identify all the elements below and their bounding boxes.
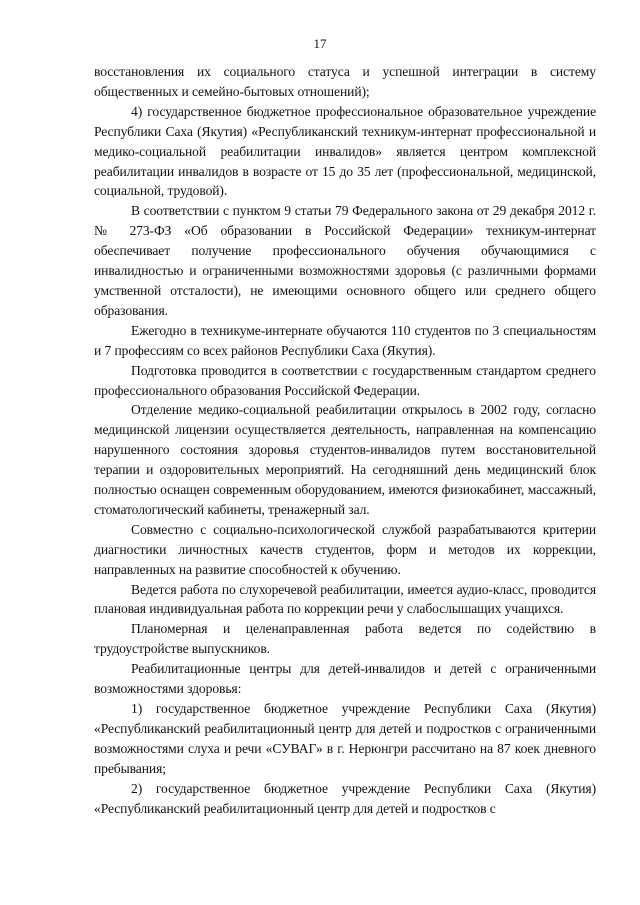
paragraph-employment: Планомерная и целенаправленная работа ведется по содействию в трудоустройстве выпускников.: [94, 621, 596, 657]
page-number: 17: [313, 36, 327, 51]
paragraph-training-standard: Подготовка проводится в соответствии с государственным стандартом среднего профессионального образования Российской Федерации.: [94, 362, 596, 398]
paragraph-rehab-centers-intro: Реабилитационные центры для детей-инвалидов и детей с ограниченными возможностями здоровья:: [94, 661, 596, 697]
document-body: [94, 62, 596, 818]
paragraph-federal-law: В соответствии с пунктом 9 статьи 79 Федерального закона от 29 декабря 2012 г. № 273-ФЗ «Об образовании в Российской Федерации» техникум-интернат обеспечивает получение профессионального обучения обучающимися с инвалидностью и ограниченными возможностями здоровья (с различными формами умственной отсталости), не имеющими основного общего или среднего общего образования.: [94, 203, 596, 318]
paragraph-item-1-suvag: 1) государственное бюджетное учреждение Республики Саха (Якутия) «Республиканский реабилитационный центр для детей и подростков с ограниченными возможностями слуха и речи «СУВАГ» в г. Нерюнгри рассчитано на 87 коек дневного пребывания;: [94, 701, 596, 776]
paragraph-students-count: Ежегодно в техникуме-интернате обучаются 110 студентов по 3 специальностям и 7 профессиям со всех районов Республики Саха (Якутия).: [94, 322, 596, 358]
paragraph-continuation: восстановления их социального статуса и успешной интеграции в систему общественных и семейно-бытовых отношений);: [94, 64, 596, 99]
paragraph-item-4-technikum: 4) государственное бюджетное профессиональное образовательное учреждение Республики Саха (Якутия) «Республиканский техникум-интернат профессиональной и медико-социальной реабилитации инвалидов» является центром комплексной реабилитации инвалидов в возрасте от 15 до 35 лет (профессиональной, медицинской, социальной, трудовой).: [94, 103, 596, 199]
paragraph-item-2-center: 2) государственное бюджетное учреждение Республики Саха (Якутия) «Республиканский реабилитационный центр для детей и подростков с: [94, 780, 596, 816]
paragraph-hearing-rehabilitation: Ведется работа по слухоречевой реабилитации, имеется аудио-класс, проводится плановая индивидуальная работа по коррекции речи у слабослышащих учащихся.: [94, 581, 596, 617]
paragraph-psychological-service: Совместно с социально-психологической службой разрабатываются критерии диагностики личностных качеств студентов, форм и методов их коррекции, направленных на развитие способностей к обучению.: [94, 521, 596, 577]
paragraph-medical-department: Отделение медико-социальной реабилитации открылось в 2002 году, согласно медицинской лицензии осуществляется деятельность, направленная на компенсацию нарушенного состояния здоровья студентов-инвалидов путем восстановительной терапии и оздоровительных мероприятий. На сегодняшний день медицинский блок полностью оснащен современным оборудованием, имеются физиокабинет, массажный, стоматологический кабинеты, тренажерный зал.: [94, 402, 596, 517]
